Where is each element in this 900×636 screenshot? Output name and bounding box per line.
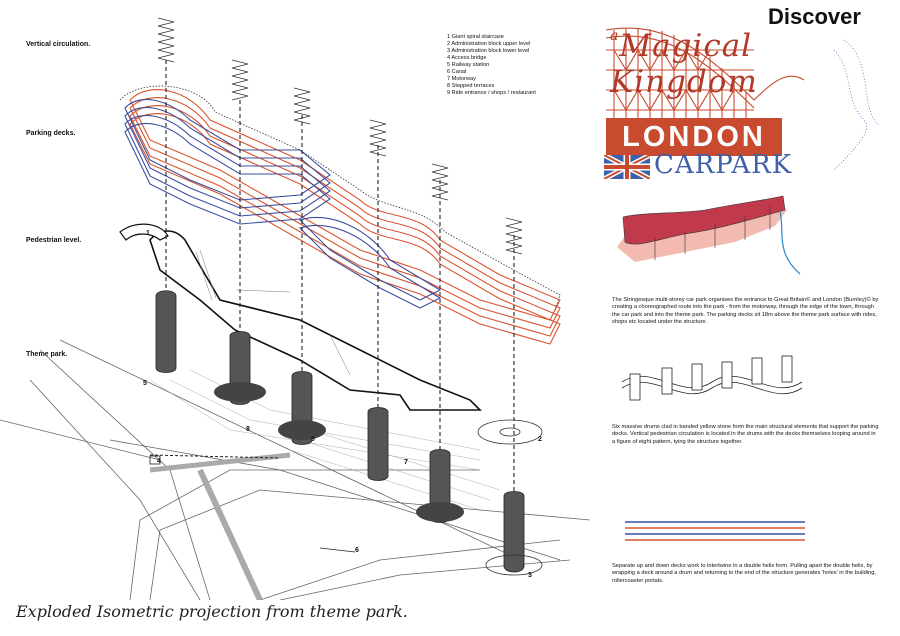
- legend-item: 2 Administration block upper level: [447, 41, 531, 47]
- label-theme-park: Theme park.: [26, 351, 68, 358]
- legend-item: 5 Railway station: [447, 62, 490, 68]
- legend-item: 4 Access bridge: [447, 55, 487, 61]
- magical-kingdom-title: [610, 28, 900, 100]
- parking-decks-red: [130, 90, 560, 344]
- drums: [156, 291, 524, 572]
- london-banner: LONDON: [606, 118, 782, 156]
- double-helix-diagram: [615, 514, 815, 548]
- spiral-staircase-icon: [158, 18, 522, 254]
- paragraph-1: The Stringesque multi-storey car park organises the entrance to Great Britain© and London (Burnley)© by creating a choreographed route into the park - from the motorway, through the edge of the town, through the car park and into the theme park. The parking decks sit 18m above the theme park surface with rides, shops etc located under the structure.: [612, 297, 879, 325]
- road: [200, 470, 260, 600]
- number-6: 6: [355, 547, 359, 554]
- number-9: 9: [311, 436, 315, 443]
- drums-diagram: [612, 352, 812, 412]
- legend-item: 9 Ride entrance / shops / restaurant: [447, 90, 536, 96]
- paragraph-3: Separate up and down decks work to intertwine in a double helix form. Pulling apart the double helix, by wrapping a deck around a drum and returning to the end of the structure generates 'holes' in the building, rollercoaster portals.: [612, 563, 876, 584]
- label-pedestrian-level: Pedestrian level.: [26, 237, 82, 244]
- label-vertical-circulation: Vertical circulation.: [26, 41, 91, 48]
- number-2: 2: [538, 436, 542, 443]
- legend-item: 8 Stepped terraces: [447, 83, 495, 89]
- magical-a: a: [610, 28, 620, 44]
- union-jack-icon: [604, 155, 650, 179]
- legend-item: 7 Motorway: [447, 76, 476, 82]
- discover-title: Discover: [768, 4, 861, 29]
- legend-item: 3 Administration block lower level: [447, 48, 530, 54]
- number-1: 1: [146, 230, 150, 237]
- label-parking-decks: Parking decks.: [26, 130, 76, 137]
- legend-item: 6 Canal: [447, 69, 467, 75]
- paragraph-2: Six massive drums clad in banded yellow stone form the main structural elements that support the parking decks. Vertical pedestrian circulation is located in the drums with the decks themselves looping around in a figure of eight pattern, tying the structure together.: [612, 424, 879, 445]
- number-4: 4: [157, 458, 161, 465]
- number-5: 5: [143, 380, 147, 387]
- legend-item: 1 Giant spiral staircase: [447, 34, 504, 40]
- section-diagram: [615, 192, 815, 287]
- magical-text: Magical Kingdom: [610, 28, 758, 100]
- number-3: 3: [528, 572, 532, 579]
- caption: Exploded Isometric projection from theme park.: [16, 602, 408, 621]
- number-7: 7: [404, 459, 408, 466]
- number-8: 8: [246, 426, 250, 433]
- pedestrian-deck: [150, 231, 480, 410]
- carpark-wordmark: CARPARK: [654, 150, 793, 180]
